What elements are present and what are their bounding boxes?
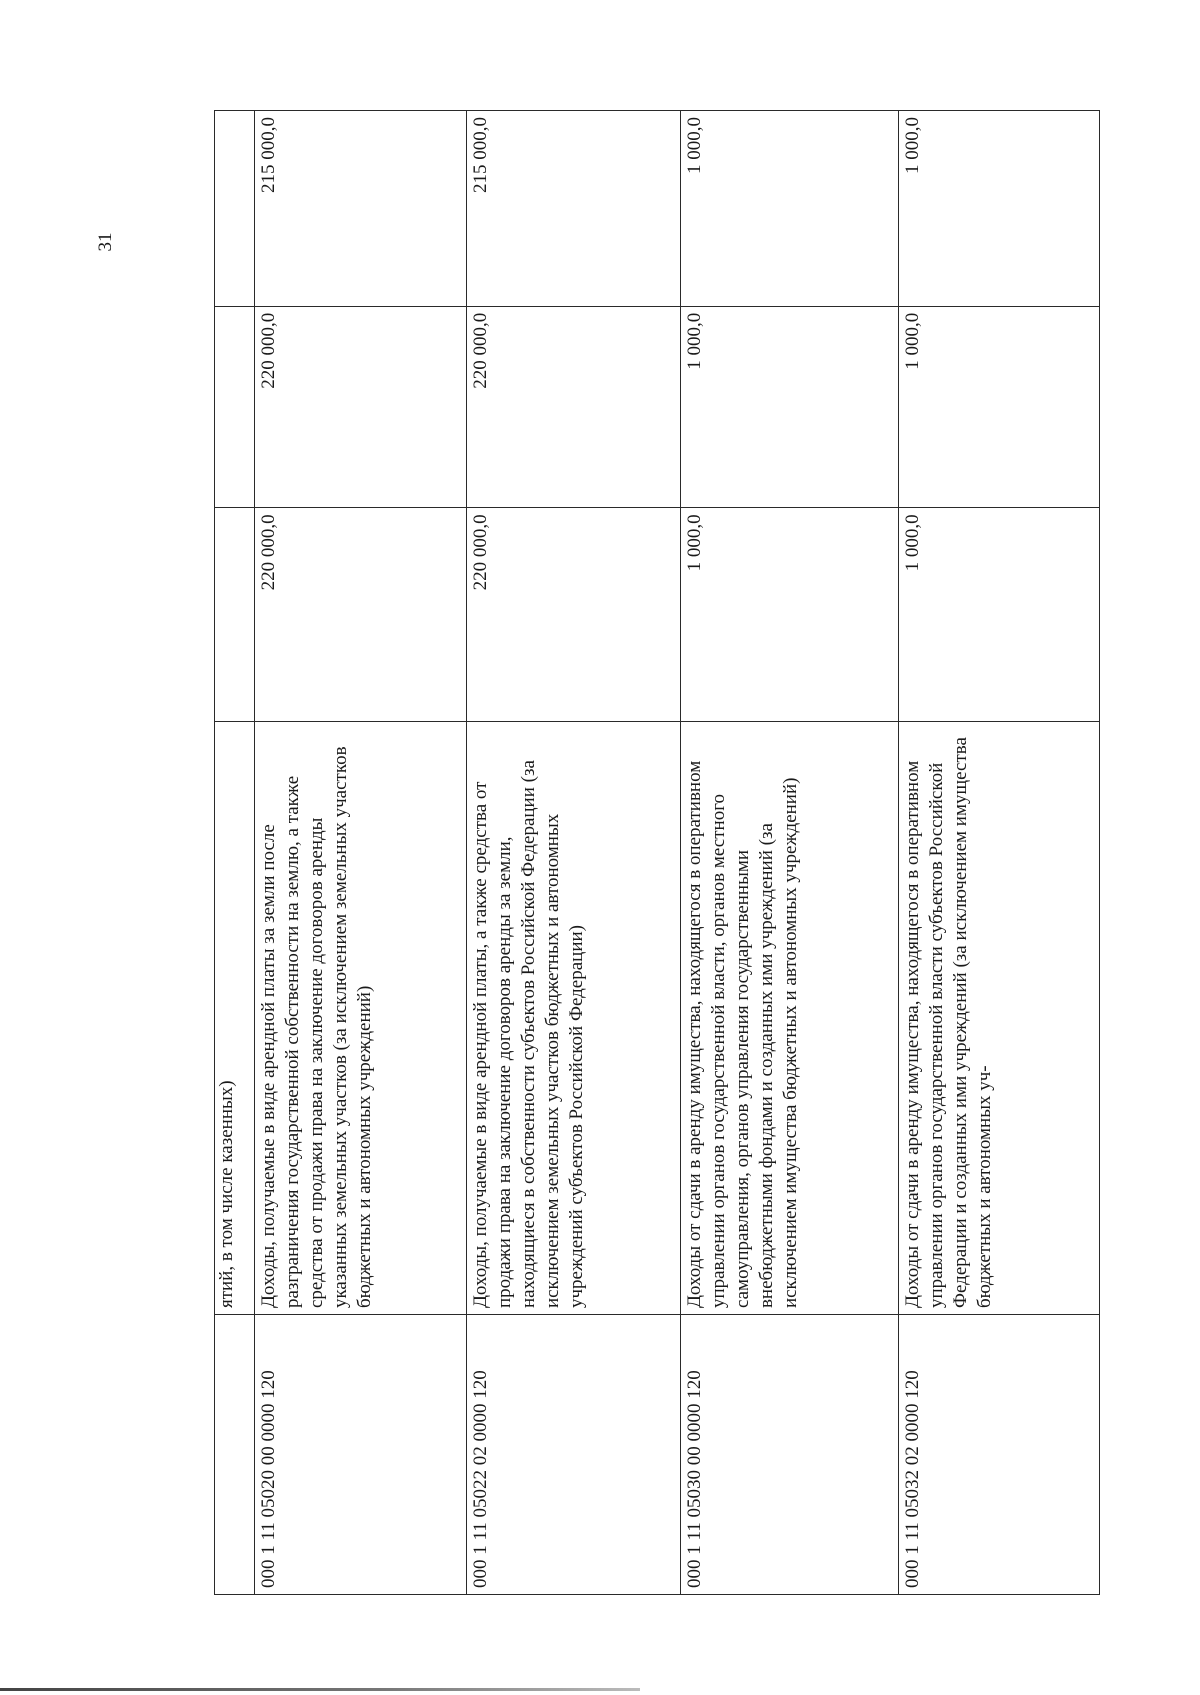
continuation-name-cell: ятий, в том числе казенных) — [215, 721, 255, 1314]
table-row — [467, 111, 681, 1595]
row-code: 000 1 11 05030 00 0000 120 — [681, 1315, 899, 1595]
table-row — [681, 111, 899, 1595]
table-row — [899, 111, 1100, 1595]
row-value-1: 220 000,0 — [467, 508, 681, 722]
row-value-2: 1 000,0 — [681, 306, 899, 508]
row-name: Доходы, получаемые в виде арендной платы, а также средства от продажи права на заключение договоров аренды за земли, находящиеся в собственности субъектов Российской Федерации (за исключением земельных участков бюджетных и автономных учреждений субъектов Российской Федерации) — [467, 721, 681, 1314]
row-code: 000 1 11 05020 00 0000 120 — [255, 1315, 467, 1595]
row-value-2: 1 000,0 — [899, 306, 1100, 508]
row-value-1: 220 000,0 — [255, 508, 467, 722]
continuation-row — [215, 111, 255, 1595]
continuation-value-cell — [215, 306, 255, 508]
continuation-code-cell — [215, 1315, 255, 1595]
scan-edge-line — [0, 1688, 640, 1691]
page-number: 31 — [95, 232, 116, 252]
row-value-3: 215 000,0 — [467, 111, 681, 307]
continuation-value-cell — [215, 111, 255, 307]
row-name: Доходы от сдачи в аренду имущества, находящегося в оперативном управлении органов государственной власти субъектов Российской Федерации и созданных ими учреждений (за исключением имущества бюджетных и автономных уч- — [899, 721, 1100, 1314]
row-value-2: 220 000,0 — [255, 306, 467, 508]
row-code: 000 1 11 05022 02 0000 120 — [467, 1315, 681, 1595]
row-value-3: 215 000,0 — [255, 111, 467, 307]
table-row — [255, 111, 467, 1595]
row-value-2: 220 000,0 — [467, 306, 681, 508]
row-value-3: 1 000,0 — [899, 111, 1100, 307]
rotated-table-container — [214, 110, 1099, 1595]
row-code: 000 1 11 05032 02 0000 120 — [899, 1315, 1100, 1595]
row-name: Доходы от сдачи в аренду имущества, находящегося в оперативном управлении органов государственной власти, органов местного самоуправления, органов управления государственными внебюджетными фондами и созданных ими учреждений (за исключением имущества бюджетных и автономных учреждений) — [681, 721, 899, 1314]
budget-revenue-table — [214, 110, 1100, 1595]
row-name: Доходы, получаемые в виде арендной платы за земли после разграничения государственной собственности на землю, а также средства от продажи права на заключение договоров аренды указанных земельных участков (за исключением земельных участков бюджетных и автономных учреждений) — [255, 721, 467, 1314]
continuation-value-cell — [215, 508, 255, 722]
row-value-1: 1 000,0 — [899, 508, 1100, 722]
row-value-1: 1 000,0 — [681, 508, 899, 722]
row-value-3: 1 000,0 — [681, 111, 899, 307]
